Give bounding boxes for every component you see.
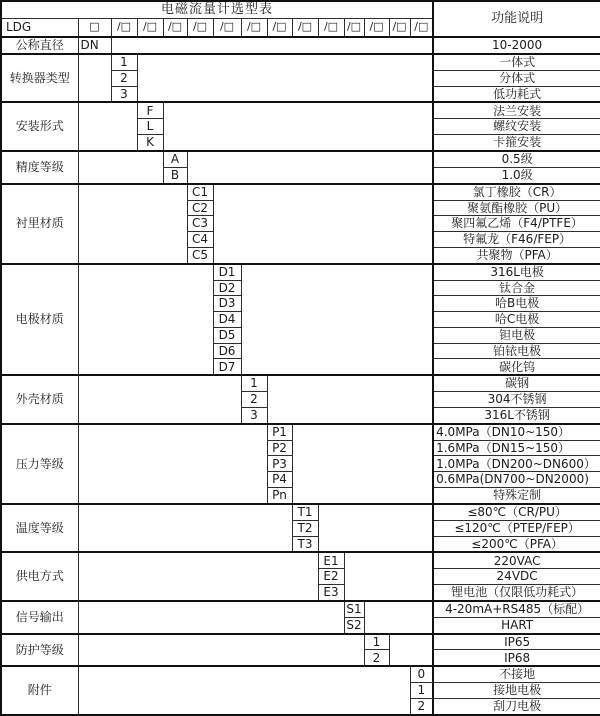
code-cell: 1 (410, 683, 433, 699)
empty-cell (78, 151, 163, 184)
model-slot-box: /□ (292, 18, 318, 37)
desc-cell: 聚氨酯橡胶（PU） (433, 200, 600, 216)
desc-cell: IP65 (433, 634, 600, 650)
desc-cell: 接地电极 (433, 683, 600, 699)
empty-cell (78, 601, 344, 634)
desc-cell: 220VAC (433, 552, 600, 568)
field-label: 压力等级 (1, 424, 78, 504)
code-cell: D2 (213, 280, 241, 296)
code-cell: A (163, 151, 187, 167)
desc-cell: 刮刀电极 (433, 698, 600, 715)
empty-cell (78, 666, 410, 715)
model-slot-box: /□ (187, 18, 213, 37)
model-slot-box: /□ (364, 18, 389, 37)
code-cell: C5 (187, 247, 213, 263)
empty-cell (78, 552, 318, 601)
desc-cell: 316L电极 (433, 264, 600, 280)
code-cell: Pn (267, 488, 292, 504)
empty-cell (389, 634, 433, 667)
model-digit-box: □ (78, 18, 111, 37)
desc-cell: 特氟龙（F46/FEP） (433, 232, 600, 248)
desc-cell: ≤200℃（PFA） (433, 536, 600, 552)
empty-cell (241, 264, 433, 376)
field-label: 信号输出 (1, 601, 78, 634)
desc-cell: 分体式 (433, 70, 600, 86)
code-cell: P1 (267, 424, 292, 440)
code-cell: D3 (213, 296, 241, 312)
empty-cell (137, 54, 433, 103)
desc-cell: 0.5级 (433, 151, 600, 167)
code-cell: D5 (213, 327, 241, 343)
desc-cell: 1.0MPa（DN200~DN600） (433, 456, 600, 472)
code-cell: E1 (318, 552, 344, 568)
empty-cell (78, 504, 292, 553)
code-cell: E2 (318, 569, 344, 585)
model-slot-box: /□ (344, 18, 364, 37)
diameter-desc: 10-2000 (433, 37, 600, 54)
empty-cell (213, 184, 433, 264)
desc-cell: 1.0级 (433, 167, 600, 183)
desc-cell: IP68 (433, 650, 600, 666)
code-cell: 2 (111, 70, 137, 86)
desc-cell: 316L不锈钢 (433, 407, 600, 423)
table-title: 电磁流量计选型表 (1, 1, 433, 18)
desc-cell: 特殊定制 (433, 488, 600, 504)
empty-cell (364, 601, 433, 634)
desc-cell: 法兰安装 (433, 102, 600, 118)
code-cell: C2 (187, 200, 213, 216)
desc-cell: 碳化钨 (433, 359, 600, 375)
field-label: 外壳材质 (1, 375, 78, 424)
empty-cell (78, 424, 267, 504)
model-slot-box: /□ (389, 18, 410, 37)
desc-cell: 4.0MPa（DN10~150） (433, 424, 600, 440)
code-cell: 2 (241, 392, 267, 408)
empty-cell (78, 54, 111, 103)
code-cell: C3 (187, 216, 213, 232)
model-slot-box: /□ (163, 18, 187, 37)
model-slot-box: /□ (213, 18, 241, 37)
field-label: 转换器类型 (1, 54, 78, 103)
empty-cell (292, 424, 433, 504)
model-slot-box: /□ (241, 18, 267, 37)
code-cell: C4 (187, 232, 213, 248)
empty-cell (344, 552, 433, 601)
desc-cell: 1.6MPa（DN15~150） (433, 440, 600, 456)
function-desc-header: 功能说明 (433, 1, 600, 37)
field-label: 防护等级 (1, 634, 78, 667)
desc-cell: 0.6MPa(DN700~DN2000) (433, 472, 600, 488)
desc-cell: 哈B电极 (433, 296, 600, 312)
desc-cell: 卡箍安装 (433, 135, 600, 151)
code-cell: E3 (318, 585, 344, 601)
desc-cell: 聚四氟乙烯（F4/PTFE） (433, 216, 600, 232)
model-slot-box: /□ (267, 18, 292, 37)
code-cell: P2 (267, 440, 292, 456)
desc-cell: 钛合金 (433, 280, 600, 296)
empty-cell (111, 37, 433, 54)
desc-cell: 共聚物（PFA） (433, 247, 600, 263)
empty-cell (78, 264, 213, 376)
field-label: 安装形式 (1, 102, 78, 151)
desc-cell: 不接地 (433, 666, 600, 682)
empty-cell (318, 504, 433, 553)
code-cell: B (163, 167, 187, 183)
desc-cell: 低功耗式 (433, 86, 600, 102)
desc-cell: 304不锈钢 (433, 392, 600, 408)
diameter-code: DN (78, 37, 111, 54)
code-cell: F (137, 102, 163, 118)
code-cell: T1 (292, 504, 318, 520)
code-cell: C1 (187, 184, 213, 200)
desc-cell: 螺纹安装 (433, 119, 600, 135)
desc-cell: HART (433, 617, 600, 633)
empty-cell (267, 375, 433, 424)
model-slot-box: /□ (410, 18, 433, 37)
code-cell: K (137, 135, 163, 151)
code-cell: S2 (344, 617, 364, 633)
empty-cell (78, 184, 187, 264)
code-cell: 0 (410, 666, 433, 682)
field-label: 附件 (1, 666, 78, 715)
model-slot-box: /□ (111, 18, 137, 37)
model-slot-box: /□ (318, 18, 344, 37)
model-prefix: LDG (1, 18, 78, 37)
desc-cell: 锂电池（仅限低功耗式） (433, 585, 600, 601)
field-label: 电极材质 (1, 264, 78, 376)
empty-cell (78, 375, 241, 424)
desc-cell: ≤120℃（PTEP/FEP） (433, 520, 600, 536)
desc-cell: 4-20mA+RS485（标配） (433, 601, 600, 617)
code-cell: S1 (344, 601, 364, 617)
desc-cell: ≤80℃（CR/PU） (433, 504, 600, 520)
code-cell: 3 (111, 86, 137, 102)
field-label: 供电方式 (1, 552, 78, 601)
code-cell: D6 (213, 343, 241, 359)
code-cell: T2 (292, 520, 318, 536)
code-cell: 1 (364, 634, 389, 650)
empty-cell (163, 102, 433, 151)
code-cell: L (137, 119, 163, 135)
desc-cell: 氯丁橡胶（CR） (433, 184, 600, 200)
desc-cell: 24VDC (433, 569, 600, 585)
desc-cell: 哈C电极 (433, 312, 600, 328)
code-cell: 3 (241, 407, 267, 423)
code-cell: 1 (241, 375, 267, 391)
code-cell: D4 (213, 312, 241, 328)
code-cell: 2 (410, 698, 433, 715)
code-cell: P3 (267, 456, 292, 472)
desc-cell: 碳钢 (433, 375, 600, 391)
desc-cell: 一体式 (433, 54, 600, 70)
empty-cell (78, 102, 137, 151)
field-label: 精度等级 (1, 151, 78, 184)
code-cell: 1 (111, 54, 137, 70)
field-label: 温度等级 (1, 504, 78, 553)
desc-cell: 钽电极 (433, 327, 600, 343)
code-cell: D1 (213, 264, 241, 280)
field-label: 衬里材质 (1, 184, 78, 264)
empty-cell (187, 151, 433, 184)
code-cell: P4 (267, 472, 292, 488)
code-cell: D7 (213, 359, 241, 375)
empty-cell (78, 634, 364, 667)
desc-cell: 铂铱电极 (433, 343, 600, 359)
model-slot-box: /□ (137, 18, 163, 37)
code-cell: T3 (292, 536, 318, 552)
diameter-label: 公称直径 (1, 37, 78, 54)
code-cell: 2 (364, 650, 389, 666)
